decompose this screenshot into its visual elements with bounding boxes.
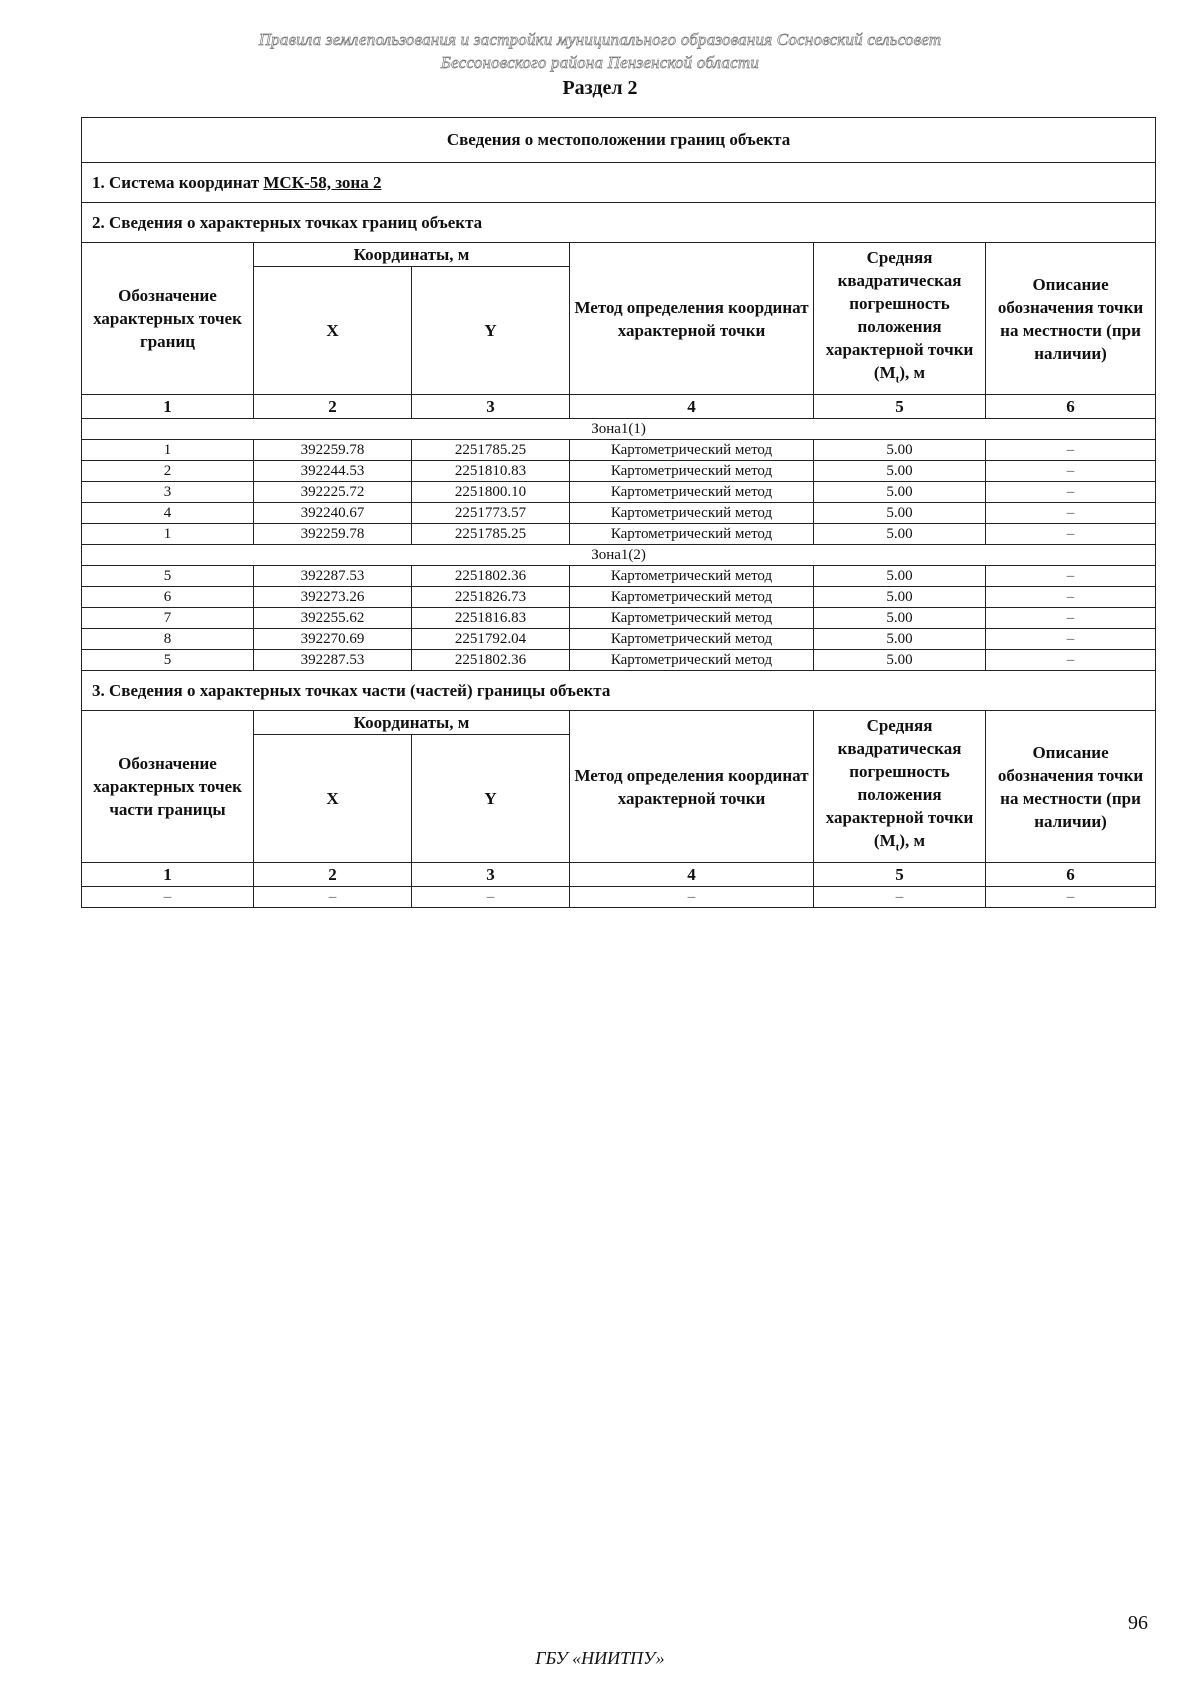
zone-label: Зона1(1) [82,419,1156,440]
col-header-x: X [254,267,412,395]
zone-label: Зона1(2) [82,545,1156,566]
column-number: 1 [82,863,254,887]
table-cell: Картометрический метод [570,566,814,587]
column-number: 2 [254,863,412,887]
table-cell: 4 [82,503,254,524]
table-cell: 2251816.83 [412,608,570,629]
table-cell: – [254,887,412,908]
table-cell: 392244.53 [254,461,412,482]
running-header-line2: Бессоновского района Пензенской области [440,53,760,72]
table-cell: 5.00 [814,503,986,524]
table-cell: Картометрический метод [570,461,814,482]
error-label-part: Средняя квадратическая погрешность положения характерной точки (M [825,715,974,850]
table-cell: – [986,503,1156,524]
table-cell: – [986,587,1156,608]
table-cell: 392255.62 [254,608,412,629]
col-header-coordinates-part: Координаты, м [254,711,570,735]
table-cell: Картометрический метод [570,524,814,545]
table-row [82,524,1156,545]
table-cell: – [412,887,570,908]
table-cell: 392259.78 [254,524,412,545]
error-subscript: t [895,373,900,386]
section-title: Раздел 2 [562,77,638,99]
table-cell: 392287.53 [254,650,412,671]
table-row [82,482,1156,503]
table-row [82,461,1156,482]
col-header-coordinates: Координаты, м [254,243,570,267]
table-cell: – [986,608,1156,629]
table-cell: 2251785.25 [412,440,570,461]
table-row [82,440,1156,461]
table-cell: Картометрический метод [570,608,814,629]
table-cell: 392273.26 [254,587,412,608]
table-cell: Картометрический метод [570,482,814,503]
table-cell: 2251810.83 [412,461,570,482]
page-footer: ГБУ «НИИТПУ» [535,1648,665,1668]
table-cell: Картометрический метод [570,650,814,671]
section3-title: 3. Сведения о характерных точках части (частей) границы объекта [82,671,1156,711]
col-header-designation: Обозначение характерных точек границ [82,243,254,395]
col-header-description: Описание обозначения точки на местности (при наличии) [986,243,1156,395]
coordinate-system-label: 1. Система координат [92,172,264,192]
col-header-error-part [814,711,986,863]
table-cell: 392240.67 [254,503,412,524]
zone-row [82,545,1156,566]
table-row [82,608,1156,629]
page-number: 96 [1128,1612,1148,1634]
table-cell: 2251785.25 [412,524,570,545]
table-cell: – [82,887,254,908]
column-number: 2 [254,395,412,419]
table-cell: – [986,524,1156,545]
table-row [82,587,1156,608]
column-number: 6 [986,395,1156,419]
table-cell: 1 [82,524,254,545]
zone-row [82,419,1156,440]
table-cell: Картометрический метод [570,629,814,650]
table-cell: – [986,461,1156,482]
table-cell: 5 [82,650,254,671]
table-cell: – [570,887,814,908]
column-number: 5 [814,863,986,887]
col-header-method: Метод определения координат характерной точки [570,243,814,395]
table-cell: – [986,887,1156,908]
table-cell: – [986,440,1156,461]
table-cell: 2251802.36 [412,650,570,671]
table-cell: 2 [82,461,254,482]
table-row [82,629,1156,650]
table-cell: 2251826.73 [412,587,570,608]
table-cell: Картометрический метод [570,503,814,524]
table-row [82,650,1156,671]
table-cell: 5.00 [814,524,986,545]
table-cell: 6 [82,587,254,608]
error-unit-part: ), м [899,830,926,850]
table-cell: 5.00 [814,629,986,650]
table-cell: 2251792.04 [412,629,570,650]
table-title: Сведения о местоположении границ объекта [82,118,1156,163]
running-header-line1: Правила землепользования и застройки муниципального образования Сосновский сельсовет [258,30,942,49]
col-header-error [814,243,986,395]
table-cell: – [986,629,1156,650]
table-cell: 392287.53 [254,566,412,587]
coordinate-system-value: МСК-58, зона 2 [263,172,382,192]
table-cell: 5.00 [814,461,986,482]
error-label: Средняя квадратическая погрешность положения характерной точки (M [825,247,974,382]
table-cell: 1 [82,440,254,461]
table-cell: – [986,650,1156,671]
table-cell: 7 [82,608,254,629]
coordinate-system-row [82,163,1156,203]
column-numbers-row-part [82,863,1156,887]
table-cell: 392270.69 [254,629,412,650]
table-cell: 392225.72 [254,482,412,503]
table-cell: 2251802.36 [412,566,570,587]
table-cell: 2251800.10 [412,482,570,503]
col-header-description-part: Описание обозначения точки на местности (при наличии) [986,711,1156,863]
table-cell: 5.00 [814,608,986,629]
section2-title: 2. Сведения о характерных точках границ объекта [82,203,1156,243]
col-header-y-part: Y [412,735,570,863]
table-cell: – [986,482,1156,503]
table-cell: Картометрический метод [570,587,814,608]
column-number: 3 [412,863,570,887]
table-cell: – [814,887,986,908]
col-header-y: Y [412,267,570,395]
table-cell: 5.00 [814,566,986,587]
col-header-x-part: X [254,735,412,863]
table-cell: 3 [82,482,254,503]
col-header-method-part: Метод определения координат характерной точки [570,711,814,863]
column-number: 1 [82,395,254,419]
table-row-part [82,887,1156,908]
column-number: 4 [570,395,814,419]
error-subscript-part: t [895,841,900,854]
table-cell: – [986,566,1156,587]
column-number: 6 [986,863,1156,887]
error-unit: ), м [899,362,926,382]
table-cell: 5 [82,566,254,587]
table-cell: 5.00 [814,482,986,503]
table-cell: Картометрический метод [570,440,814,461]
table-cell: 2251773.57 [412,503,570,524]
table-cell: 8 [82,629,254,650]
boundary-table [81,117,1156,908]
column-number: 5 [814,395,986,419]
column-number: 4 [570,863,814,887]
table-cell: 5.00 [814,650,986,671]
table-cell: 392259.78 [254,440,412,461]
table-row [82,503,1156,524]
table-row [82,566,1156,587]
column-number: 3 [412,395,570,419]
table-cell: 5.00 [814,587,986,608]
col-header-designation-part: Обозначение характерных точек части границы [82,711,254,863]
column-numbers-row [82,395,1156,419]
table-cell: 5.00 [814,440,986,461]
